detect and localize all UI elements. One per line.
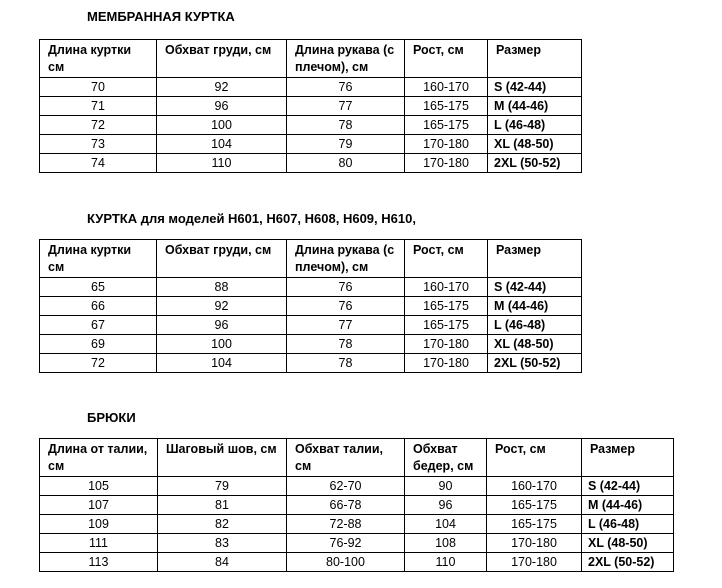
table-cell: 109 (40, 515, 158, 534)
table-cell: 74 (40, 154, 157, 173)
table-cell: 165-175 (487, 515, 582, 534)
column-header: Рост, см (405, 40, 488, 78)
size-cell: XL (48-50) (582, 534, 674, 553)
table-row (40, 154, 582, 173)
section-title-membrane-jacket: МЕМБРАННАЯ КУРТКА (87, 9, 235, 24)
table-cell: 160-170 (487, 477, 582, 496)
table-row (40, 135, 582, 154)
table-row (40, 297, 582, 316)
table-row (40, 477, 674, 496)
table-cell: 160-170 (405, 278, 488, 297)
table-cell: 77 (287, 97, 405, 116)
table-cell: 110 (405, 553, 487, 572)
table-cell: 165-175 (405, 97, 488, 116)
table-cell: 100 (157, 116, 287, 135)
table-cell: 71 (40, 97, 157, 116)
table-row (40, 335, 582, 354)
column-header: Обхват талии, см (287, 439, 405, 477)
column-header: Размер (582, 439, 674, 477)
table-cell: 104 (157, 354, 287, 373)
size-cell: S (42-44) (582, 477, 674, 496)
table-row (40, 553, 674, 572)
column-header: Длина рукава (с плечом), см (287, 240, 405, 278)
table-cell: 67 (40, 316, 157, 335)
table-cell: 96 (157, 97, 287, 116)
size-table-jacket-models (39, 239, 582, 373)
size-cell: L (46-48) (488, 116, 582, 135)
table-cell: 80 (287, 154, 405, 173)
size-cell: L (46-48) (488, 316, 582, 335)
table-cell: 111 (40, 534, 158, 553)
table-cell: 76 (287, 78, 405, 97)
section-title-jacket-models: КУРТКА для моделей H601, H607, H608, H609, H610, (87, 211, 416, 226)
table-cell: 88 (157, 278, 287, 297)
size-cell: L (46-48) (582, 515, 674, 534)
table-header-row (40, 40, 582, 78)
size-cell: 2XL (50-52) (488, 154, 582, 173)
table-cell: 66-78 (287, 496, 405, 515)
table-row (40, 515, 674, 534)
table-cell: 81 (158, 496, 287, 515)
table-cell: 78 (287, 354, 405, 373)
table-cell: 108 (405, 534, 487, 553)
table-header-row (40, 240, 582, 278)
table-cell: 69 (40, 335, 157, 354)
table-cell: 104 (157, 135, 287, 154)
table-cell: 76-92 (287, 534, 405, 553)
table-cell: 84 (158, 553, 287, 572)
table-cell: 79 (158, 477, 287, 496)
column-header: Длина рукава (с плечом), см (287, 40, 405, 78)
table-row (40, 496, 674, 515)
table-cell: 79 (287, 135, 405, 154)
table-cell: 92 (157, 297, 287, 316)
table-cell: 62-70 (287, 477, 405, 496)
column-header: Длина от талии, см (40, 439, 158, 477)
table-cell: 77 (287, 316, 405, 335)
table-cell: 170-180 (405, 135, 488, 154)
size-table-membrane-jacket (39, 39, 582, 173)
table-cell: 72 (40, 116, 157, 135)
table-cell: 66 (40, 297, 157, 316)
table-cell: 170-180 (405, 354, 488, 373)
size-cell: 2XL (50-52) (488, 354, 582, 373)
table-cell: 170-180 (405, 154, 488, 173)
table-row (40, 116, 582, 135)
table-cell: 76 (287, 278, 405, 297)
column-header: Размер (488, 240, 582, 278)
table-cell: 165-175 (405, 116, 488, 135)
column-header: Рост, см (405, 240, 488, 278)
table-cell: 113 (40, 553, 158, 572)
size-cell: 2XL (50-52) (582, 553, 674, 572)
table-row (40, 97, 582, 116)
table-cell: 165-175 (487, 496, 582, 515)
size-cell: XL (48-50) (488, 335, 582, 354)
table-cell: 82 (158, 515, 287, 534)
table-cell: 170-180 (487, 553, 582, 572)
table-cell: 96 (405, 496, 487, 515)
table-header-row (40, 439, 674, 477)
size-cell: S (42-44) (488, 278, 582, 297)
size-cell: S (42-44) (488, 78, 582, 97)
table-cell: 73 (40, 135, 157, 154)
table-cell: 170-180 (487, 534, 582, 553)
table-cell: 105 (40, 477, 158, 496)
table-cell: 96 (157, 316, 287, 335)
column-header: Длина куртки см (40, 40, 157, 78)
column-header: Обхват груди, см (157, 40, 287, 78)
table-row (40, 534, 674, 553)
column-header: Обхват бедер, см (405, 439, 487, 477)
table-cell: 80-100 (287, 553, 405, 572)
table-cell: 100 (157, 335, 287, 354)
table-cell: 160-170 (405, 78, 488, 97)
size-cell: M (44-46) (582, 496, 674, 515)
column-header: Обхват груди, см (157, 240, 287, 278)
column-header: Шаговый шов, см (158, 439, 287, 477)
table-cell: 104 (405, 515, 487, 534)
table-cell: 83 (158, 534, 287, 553)
table-cell: 70 (40, 78, 157, 97)
table-cell: 76 (287, 297, 405, 316)
table-cell: 78 (287, 335, 405, 354)
table-cell: 90 (405, 477, 487, 496)
table-cell: 72 (40, 354, 157, 373)
size-table-trousers (39, 438, 674, 572)
table-cell: 110 (157, 154, 287, 173)
table-cell: 107 (40, 496, 158, 515)
table-cell: 65 (40, 278, 157, 297)
table-cell: 165-175 (405, 316, 488, 335)
table-row (40, 78, 582, 97)
table-cell: 170-180 (405, 335, 488, 354)
size-cell: M (44-46) (488, 97, 582, 116)
column-header: Длина куртки см (40, 240, 157, 278)
size-cell: M (44-46) (488, 297, 582, 316)
table-row (40, 278, 582, 297)
table-row (40, 316, 582, 335)
section-title-trousers: БРЮКИ (87, 410, 136, 425)
size-cell: XL (48-50) (488, 135, 582, 154)
column-header: Размер (488, 40, 582, 78)
table-cell: 78 (287, 116, 405, 135)
table-cell: 92 (157, 78, 287, 97)
column-header: Рост, см (487, 439, 582, 477)
table-cell: 165-175 (405, 297, 488, 316)
table-row (40, 354, 582, 373)
table-cell: 72-88 (287, 515, 405, 534)
